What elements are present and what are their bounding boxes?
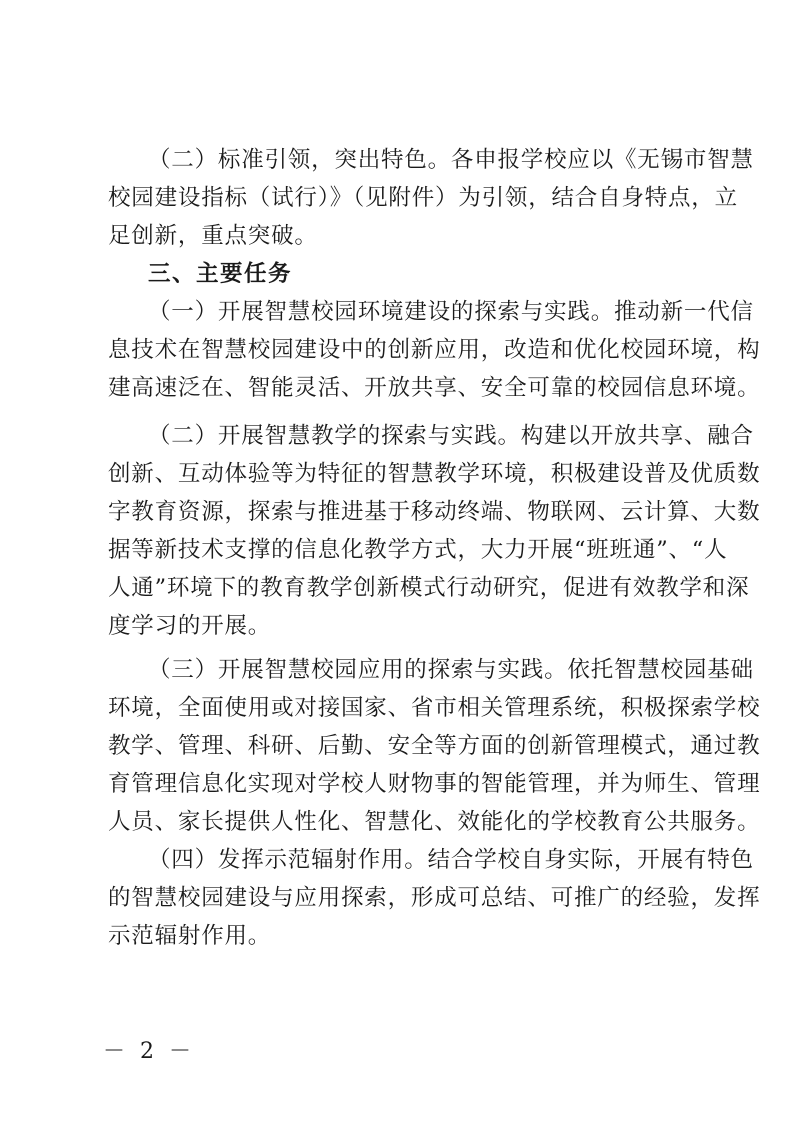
text-line: 息技术在智慧校园建设中的创新应用，改造和优化校园环境，构 xyxy=(108,337,761,363)
text-line: （二）开展智慧教学的探索与实践。构建以开放共享、融合 xyxy=(148,423,754,449)
text-line: 的智慧校园建设与应用探索，形成可总结、可推广的经验，发挥 xyxy=(108,885,761,911)
text-line: 育管理信息化实现对学校人财物事的智能管理，并为师生、管理 xyxy=(108,771,761,797)
text-line: （一）开展智慧校园环境建设的探索与实践。推动新一代信 xyxy=(148,299,754,325)
text-line: 人员、家长提供人性化、智慧化、效能化的学校教育公共服务。 xyxy=(108,809,761,835)
text-line: （四）发挥示范辐射作用。结合学校自身实际，开展有特色 xyxy=(148,847,754,873)
text-line: 据等新技术支撑的信息化教学方式，大力开展“班班通”、“人 xyxy=(108,537,728,563)
text-line: （三）开展智慧校园应用的探索与实践。依托智慧校园基础 xyxy=(148,657,754,683)
text-line: 度学习的开展。 xyxy=(108,613,272,639)
page-number: － 2 － xyxy=(103,1039,195,1064)
text-line: 示范辐射作用。 xyxy=(108,923,272,949)
text-line: （二）标准引领，突出特色。各申报学校应以《无锡市智慧 xyxy=(148,147,754,173)
text-line: 建高速泛在、智能灵活、开放共享、安全可靠的校园信息环境。 xyxy=(108,375,761,401)
text-line: 足创新，重点突破。 xyxy=(108,223,318,249)
text-line: 创新、互动体验等为特征的智慧教学环境，积极建设普及优质数 xyxy=(108,461,761,487)
text-line: 校园建设指标（试行）》（见附件）为引领，结合自身特点，立 xyxy=(108,185,738,211)
text-line: 字教育资源，探索与推进基于移动终端、物联网、云计算、大数 xyxy=(108,499,761,525)
text-line: 人通”环境下的教育教学创新模式行动研究，促进有效教学和深 xyxy=(108,575,750,601)
text-line: 教学、管理、科研、后勤、安全等方面的创新管理模式，通过教 xyxy=(108,733,761,759)
section-heading-main-tasks: 三、主要任务 xyxy=(148,261,293,287)
text-line: 环境，全面使用或对接国家、省市相关管理系统，积极探索学校 xyxy=(108,695,761,721)
